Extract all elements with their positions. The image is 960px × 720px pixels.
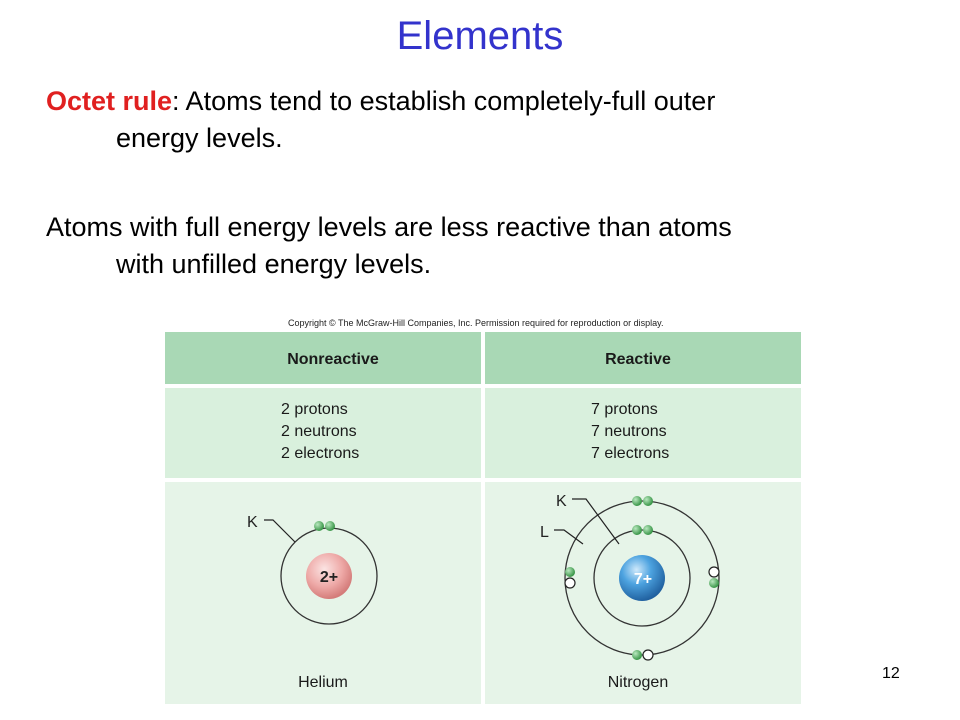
helium-electrons: 2 electrons [281, 445, 360, 462]
nitrogen-l-vacancy [643, 650, 653, 660]
slide-title: Elements [396, 14, 564, 58]
nitrogen-l-electron [709, 578, 719, 588]
reactivity-text-line1: Atoms with full energy levels are less reactive than atoms [46, 212, 732, 242]
helium-element-name: Helium [298, 674, 348, 691]
helium-protons: 2 protons [281, 401, 348, 418]
helium-electron [314, 521, 324, 531]
nitrogen-l-label: L [540, 524, 549, 541]
nitrogen-element-name: Nitrogen [607, 674, 669, 691]
nitrogen-k-electron [632, 525, 642, 535]
nitrogen-nucleus-charge: 7+ [633, 571, 653, 588]
nitrogen-l-electron [632, 496, 642, 506]
reactivity-text-line2: with unfilled energy levels. [116, 249, 432, 279]
helium-neutrons: 2 neutrons [281, 423, 357, 440]
copyright-notice: Copyright © The McGraw-Hill Companies, Inc. Permission required for reproduction or display. [288, 318, 664, 328]
reactivity-paragraph [46, 209, 926, 283]
nitrogen-l-electron [643, 496, 653, 506]
nitrogen-k-electron [643, 525, 653, 535]
helium-nucleus-charge: 2+ [319, 569, 339, 586]
nitrogen-l-electron [565, 567, 575, 577]
atom-comparison-svg [163, 330, 803, 706]
nitrogen-neutrons: 7 neutrons [591, 423, 667, 440]
octet-rule-text: : Atoms tend to establish completely-full outer [172, 86, 716, 116]
header-reactive: Reactive [605, 351, 671, 368]
octet-rule-paragraph [46, 83, 926, 157]
helium-electron [325, 521, 335, 531]
page-number: 12 [882, 665, 900, 682]
header-nonreactive: Nonreactive [287, 351, 379, 368]
nitrogen-electrons: 7 electrons [591, 445, 670, 462]
nitrogen-k-label: K [556, 493, 567, 510]
atom-comparison-figure [163, 330, 803, 706]
helium-k-label: K [247, 514, 258, 531]
nitrogen-protons: 7 protons [591, 401, 658, 418]
nitrogen-l-electron [632, 650, 642, 660]
octet-rule-text-line2: energy levels. [116, 123, 283, 153]
nitrogen-l-vacancy [709, 567, 719, 577]
octet-rule-keyword: Octet rule [46, 86, 173, 116]
nitrogen-l-vacancy [565, 578, 575, 588]
